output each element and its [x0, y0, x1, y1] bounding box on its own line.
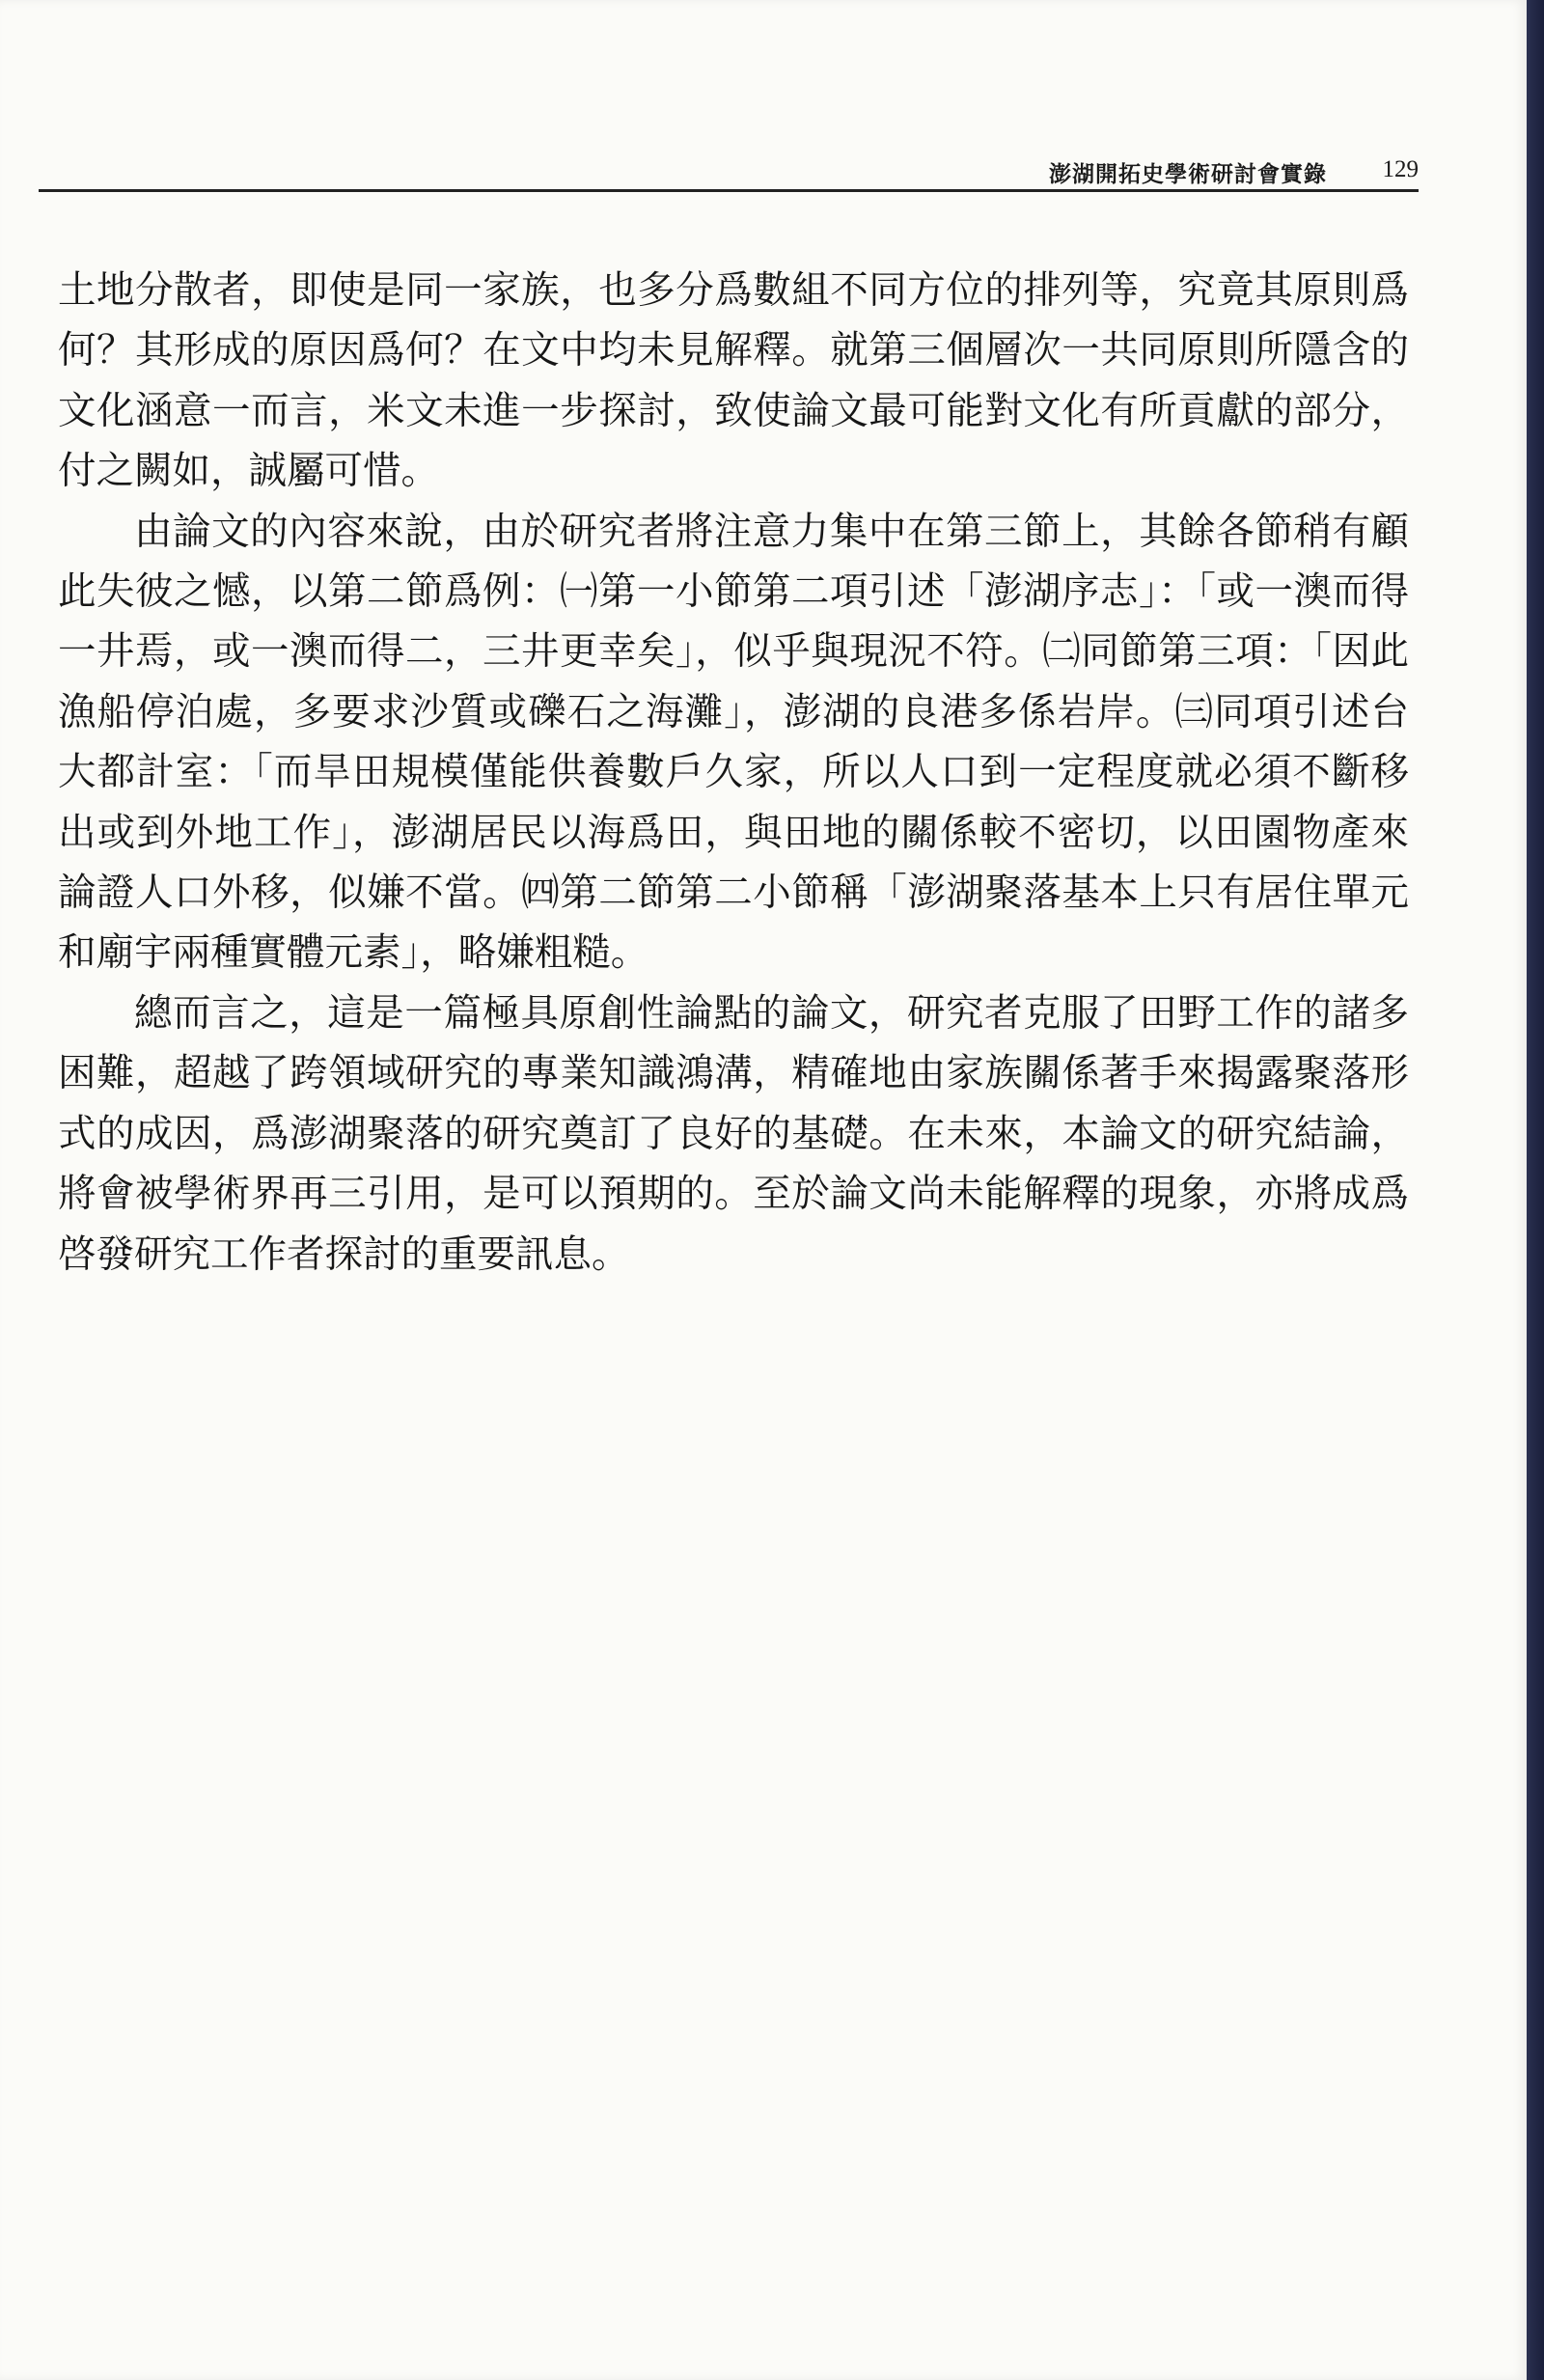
paragraph-3: 總而言之，這是一篇極具原創性論點的論文，研究者克服了田野工作的諸多困難，超越了跨領域研究的專業知識鴻溝，精確地由家族關係著手來揭露聚落形式的成因，爲澎湖聚落的研究奠訂了良好的基礎。在未來，本論文的研究結論，將會被學術界再三引用，是可以預期的。至於論文尚未能解釋的現象，亦將成爲啓發研究工作者探討的重要訊息。	[58, 990, 1409, 1277]
body-text	[58, 261, 1409, 1285]
paragraph-1: 土地分散者，即使是同一家族，也多分爲數組不同方位的排列等，究竟其原則爲何？其形成的原因爲何？在文中均未見解釋。就第三個層次一共同原則所隱含的文化涵意一而言，米文未進一步探討，致使論文最可能對文化有所貢獻的部分，付之闕如，誠屬可惜。	[58, 268, 1409, 494]
running-title: 澎湖開拓史學術研討會實錄	[1049, 161, 1327, 187]
page-header	[39, 154, 1419, 193]
paragraph-2: 由論文的內容來說，由於研究者將注意力集中在第三節上，其餘各節稍有顧此失彼之憾，以第二節爲例：㈠第一小節第二項引述「澎湖序志」：「或一澳而得一井焉，或一澳而得二，三井更幸矣」，似乎與現況不符。㈡同節第三項：「因此漁船停泊處，多要求沙質或礫石之海灘」，澎湖的良港多係岩岸。㈢同項引述台大都計室：「而旱田規模僅能供養數戶久家，所以人口到一定程度就必須不斷移出或到外地工作」，澎湖居民以海爲田，與田地的關係較不密切，以田園物產來論證人口外移，似嫌不當。㈣第二節第二小節稱「澎湖聚落基本上只有居住單元和廟宇兩種實體元素」，略嫌粗糙。	[58, 509, 1409, 976]
header-rule	[39, 189, 1419, 192]
page-edge	[1527, 0, 1544, 2380]
page-number: 129	[1382, 156, 1419, 182]
